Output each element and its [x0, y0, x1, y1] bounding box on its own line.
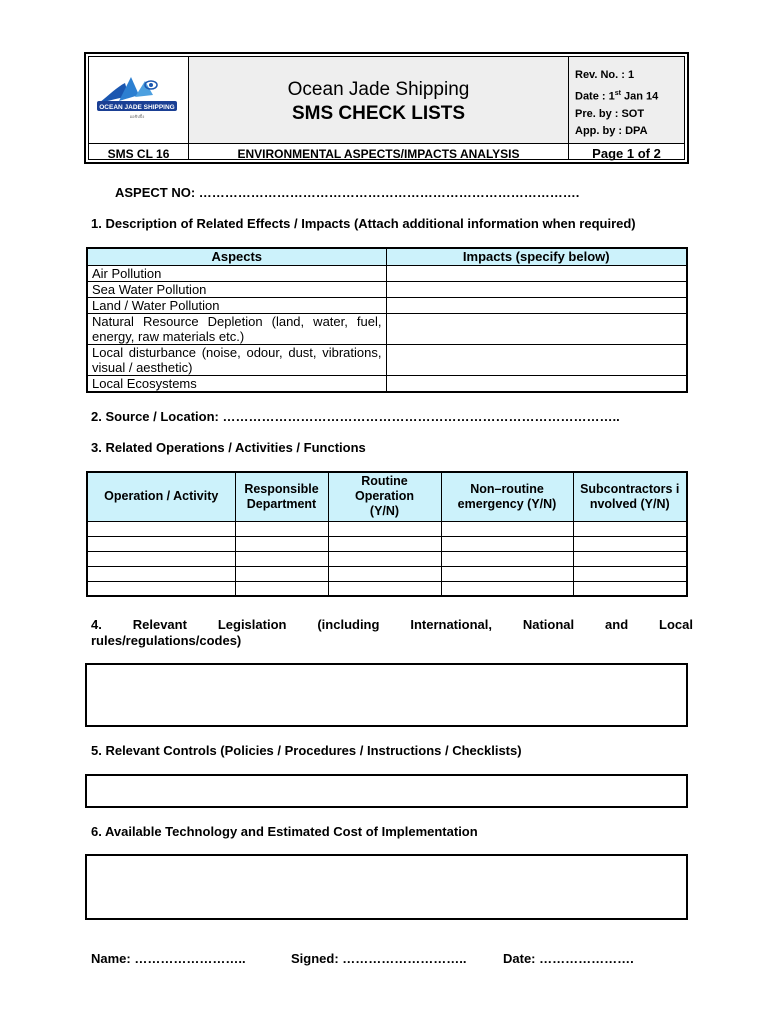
prepared-by: Pre. by : SOT	[575, 107, 645, 120]
aspect-no-field[interactable]: ASPECT NO: …………………………………………………………………………….	[115, 185, 580, 200]
impact-cell[interactable]	[386, 375, 687, 392]
table-row	[87, 344, 687, 375]
table-row	[87, 536, 687, 551]
table-row	[87, 297, 687, 313]
aspects-table	[86, 247, 688, 393]
aspect-cell: Land / Water Pollution	[87, 297, 386, 313]
signed-field[interactable]: Signed: ………………………..	[291, 951, 467, 966]
section3-heading: 3. Related Operations / Activities / Functions	[91, 440, 366, 455]
aspect-cell: Air Pollution	[87, 265, 386, 281]
company-logo	[89, 57, 189, 143]
aspect-cell: Sea Water Pollution	[87, 281, 386, 297]
nonroutine-header: Non–routine emergency (Y/N)	[441, 472, 573, 521]
impact-cell[interactable]	[386, 313, 687, 344]
section6-heading: 6. Available Technology and Estimated Cost of Implementation	[91, 824, 478, 839]
source-location-field[interactable]: 2. Source / Location: ………………………………………………………………………………..	[91, 409, 620, 424]
table-row	[87, 375, 687, 392]
approved-by: App. by : DPA	[575, 125, 648, 138]
section4-heading-cont: rules/regulations/codes)	[91, 633, 242, 648]
table-row	[87, 521, 687, 536]
impact-cell[interactable]	[386, 344, 687, 375]
document-type: SMS CHECK LISTS	[291, 103, 466, 124]
impacts-header: Impacts (specify below)	[386, 248, 687, 265]
rev-no: Rev. No. : 1	[575, 69, 635, 81]
section1-heading: 1. Description of Related Effects / Impacts (Attach additional information when required)	[91, 216, 636, 231]
svg-text:OCEAN JADE SHIPPING: OCEAN JADE SHIPPING	[99, 104, 175, 111]
table-row	[87, 581, 687, 596]
section4-heading: 4. Relevant Legislation (including International, National and Local	[91, 617, 693, 632]
technology-cost-textarea[interactable]	[85, 854, 688, 920]
aspect-cell: Local Ecosystems	[87, 375, 386, 392]
operations-table	[86, 471, 688, 597]
table-row	[87, 265, 687, 281]
header-title-cell	[189, 57, 569, 143]
logo-graphic	[89, 57, 185, 137]
name-field[interactable]: Name: ……………………..	[91, 951, 246, 966]
table-row	[87, 551, 687, 566]
section5-heading: 5. Relevant Controls (Policies / Procedures / Instructions / Checklists)	[91, 743, 522, 758]
impact-cell[interactable]	[386, 265, 687, 281]
aspects-header: Aspects	[87, 248, 386, 265]
legislation-textarea[interactable]	[85, 663, 688, 727]
table-row	[87, 281, 687, 297]
header-second-row	[89, 143, 684, 159]
aspect-cell: Natural Resource Depletion (land, water, fuel, energy, raw materials etc.)	[87, 313, 386, 344]
subcontractor-header: Subcontractors involved (Y/N)	[573, 472, 687, 521]
page-number: Page 1 of 2	[592, 146, 661, 161]
operation-header: Operation / Activity	[87, 472, 235, 521]
form-code: SMS CL 16	[89, 144, 189, 159]
routine-header: Routine Operation (Y/N)	[328, 472, 441, 521]
department-header: Responsible Department	[235, 472, 328, 521]
svg-text:ออชิปปิ้ง: ออชิปปิ้ง	[129, 114, 145, 119]
company-name: Ocean Jade Shipping	[287, 79, 470, 100]
table-row	[87, 566, 687, 581]
impact-cell[interactable]	[386, 281, 687, 297]
form-title: ENVIRONMENTAL ASPECTS/IMPACTS ANALYSIS	[189, 144, 569, 159]
table-row	[87, 313, 687, 344]
aspect-cell: Local disturbance (noise, odour, dust, vibrations, visual / aesthetic)	[87, 344, 386, 375]
controls-textarea[interactable]	[85, 774, 688, 808]
impact-cell[interactable]	[386, 297, 687, 313]
rev-date: Date : 1st Jan 14	[575, 89, 659, 103]
document-header	[84, 52, 689, 164]
revision-info	[569, 57, 684, 143]
date-field[interactable]: Date: ………………….	[503, 951, 634, 966]
